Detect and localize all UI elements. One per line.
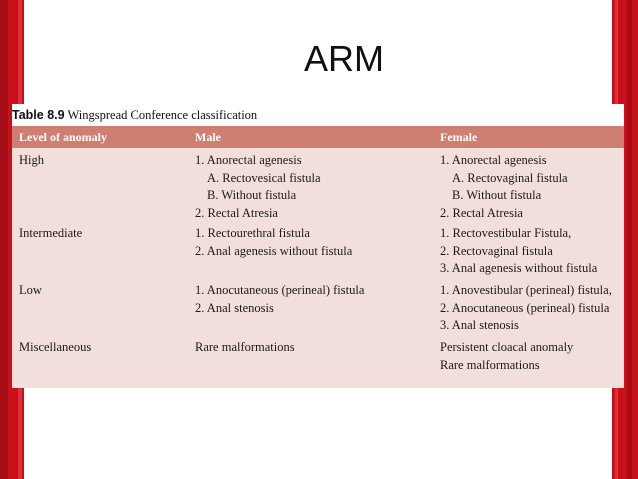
level-label: Intermediate <box>19 226 83 240</box>
table-caption-label: Table 8.9 <box>12 108 65 122</box>
slide-title: ARM <box>304 38 384 79</box>
female-item: 2. Rectovaginal fistula <box>440 243 553 258</box>
classification-table <box>12 104 624 388</box>
male-item: 1. Anocutaneous (perineal) fistula <box>195 283 365 297</box>
row-high-male <box>195 152 321 222</box>
row-low-female <box>440 282 612 335</box>
female-item: 3. Anal agenesis without fistula <box>440 261 598 275</box>
table-caption <box>12 104 624 126</box>
row-misc-female <box>440 339 573 374</box>
right-border-stripe <box>627 0 632 479</box>
level-label: Low <box>19 283 42 297</box>
row-low-male <box>195 282 364 317</box>
left-border-stripe <box>0 0 8 479</box>
row-low-level <box>19 282 42 300</box>
row-intermediate-female <box>440 225 597 278</box>
level-label: High <box>19 153 44 167</box>
male-item: 2. Anal agenesis without fistula <box>195 243 353 258</box>
male-item: 1. Anorectal agenesis <box>195 153 302 167</box>
female-item: Persistent cloacal anomaly <box>440 340 574 354</box>
male-item: Rare malformations <box>195 340 295 354</box>
header-female: Female <box>440 130 478 144</box>
female-item: 1. Rectovestibular Fistula, <box>440 226 572 240</box>
female-item: B. Without fistula <box>452 188 542 202</box>
female-item: 2. Rectal Atresia <box>440 205 523 220</box>
female-item: 1. Anovestibular (perineal) fistula, <box>440 283 612 297</box>
row-intermediate-male <box>195 225 352 260</box>
table-header-row <box>12 126 624 148</box>
male-item: A. Rectovesical fistula <box>207 170 321 185</box>
male-item: 2. Rectal Atresia <box>195 205 278 220</box>
female-item: A. Rectovaginal fistula <box>452 170 568 185</box>
table-caption-text: Wingspread Conference classification <box>67 108 258 122</box>
row-high-level <box>19 152 44 170</box>
header-male: Male <box>195 130 221 144</box>
row-misc-level <box>19 339 91 357</box>
female-item: 3. Anal stenosis <box>440 318 519 332</box>
female-item: 2. Anocutaneous (perineal) fistula <box>440 300 610 315</box>
male-item: B. Without fistula <box>207 188 297 202</box>
row-intermediate-level <box>19 225 82 243</box>
female-item: Rare malformations <box>440 357 540 372</box>
row-misc-male <box>195 339 295 357</box>
header-level: Level of anomaly <box>19 130 107 144</box>
male-item: 1. Rectourethral fistula <box>195 226 310 240</box>
female-item: 1. Anorectal agenesis <box>440 153 547 167</box>
level-label: Miscellaneous <box>19 340 92 354</box>
row-high-female <box>440 152 568 222</box>
male-item: 2. Anal stenosis <box>195 300 274 315</box>
